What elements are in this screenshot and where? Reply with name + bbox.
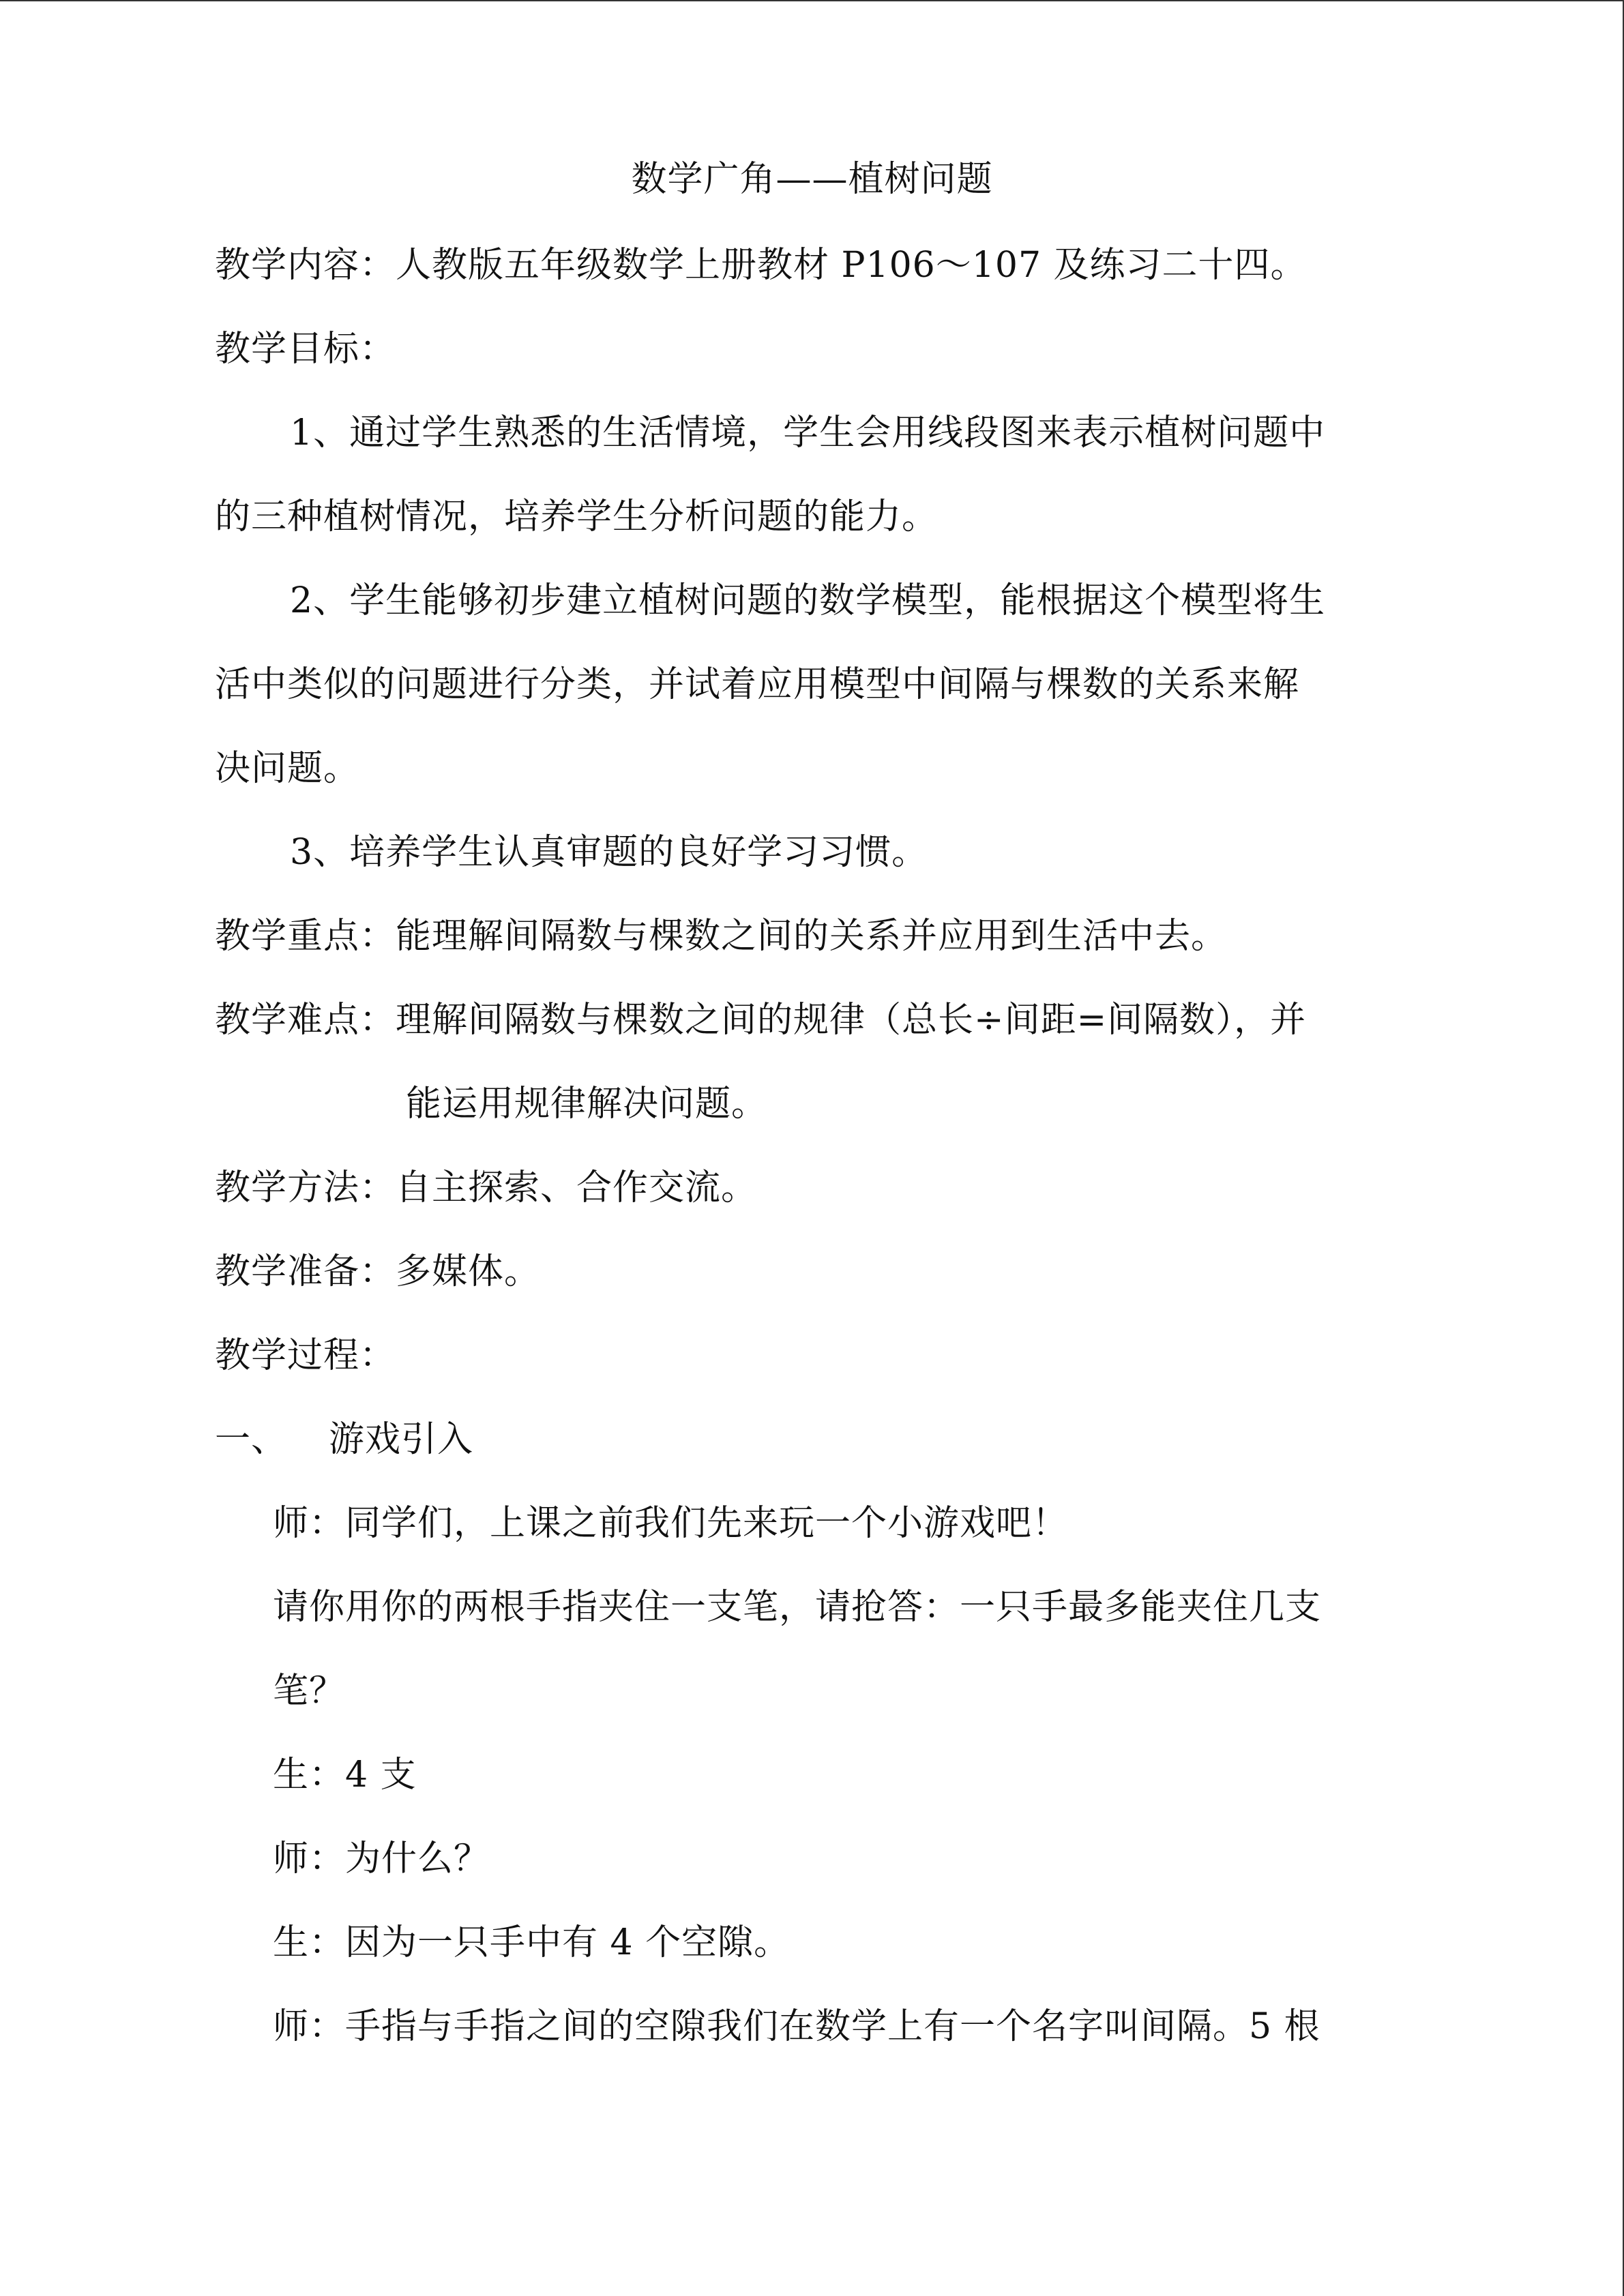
dialogue-line: 生：因为一只手中有 4 个空隙。 <box>273 1922 791 1963</box>
dialogue-line: 师：同学们，上课之前我们先来玩一个小游戏吧！ <box>273 1503 1069 1544</box>
document-title: 数学广角——植树问题 <box>631 159 993 200</box>
preparation-line: 教学准备：多媒体。 <box>215 1251 541 1292</box>
goal-1-line-2: 的三种植树情况，培养学生分析问题的能力。 <box>215 496 939 537</box>
dialogue-line: 笔？ <box>273 1671 346 1712</box>
difficulties-line-1: 教学难点：理解间隔数与棵数之间的规律（总长÷间距=间隔数），并 <box>215 1000 1307 1041</box>
dialogue-line: 生：4 支 <box>273 1755 417 1795</box>
section-title: 游戏引入 <box>329 1419 474 1460</box>
section-number: 一、 <box>215 1419 288 1460</box>
teaching-goals-heading: 教学目标： <box>215 329 396 370</box>
process-heading: 教学过程： <box>215 1335 396 1376</box>
dialogue-line: 请你用你的两根手指夹住一支笔，请抢答：一只手最多能夹住几支 <box>273 1587 1322 1628</box>
goal-2-line-2: 活中类似的问题进行分类，并试着应用模型中间隔与棵数的关系来解 <box>215 664 1300 705</box>
goal-2-line-1: 2、学生能够初步建立植树问题的数学模型，能根据这个模型将生 <box>290 580 1326 621</box>
dialogue-line: 师：为什么？ <box>273 1838 490 1879</box>
teaching-content-line: 教学内容：人教版五年级数学上册教材 P106～107 及练习二十四。 <box>215 245 1307 286</box>
goal-3-line: 3、培养学生认真审题的良好学习习惯。 <box>290 832 928 873</box>
difficulties-line-2: 能运用规律解决问题。 <box>406 1084 768 1124</box>
page-top-border <box>0 0 1624 1</box>
goal-2-line-3: 决问题。 <box>215 748 360 789</box>
dialogue-line: 师：手指与手指之间的空隙我们在数学上有一个名字叫间隔。5 根 <box>273 2006 1320 2047</box>
key-points-line: 教学重点：能理解间隔数与棵数之间的关系并应用到生活中去。 <box>215 916 1228 957</box>
methods-line: 教学方法：自主探索、合作交流。 <box>215 1167 758 1208</box>
goal-1-line-1: 1、通过学生熟悉的生活情境，学生会用线段图来表示植树问题中 <box>290 413 1326 453</box>
